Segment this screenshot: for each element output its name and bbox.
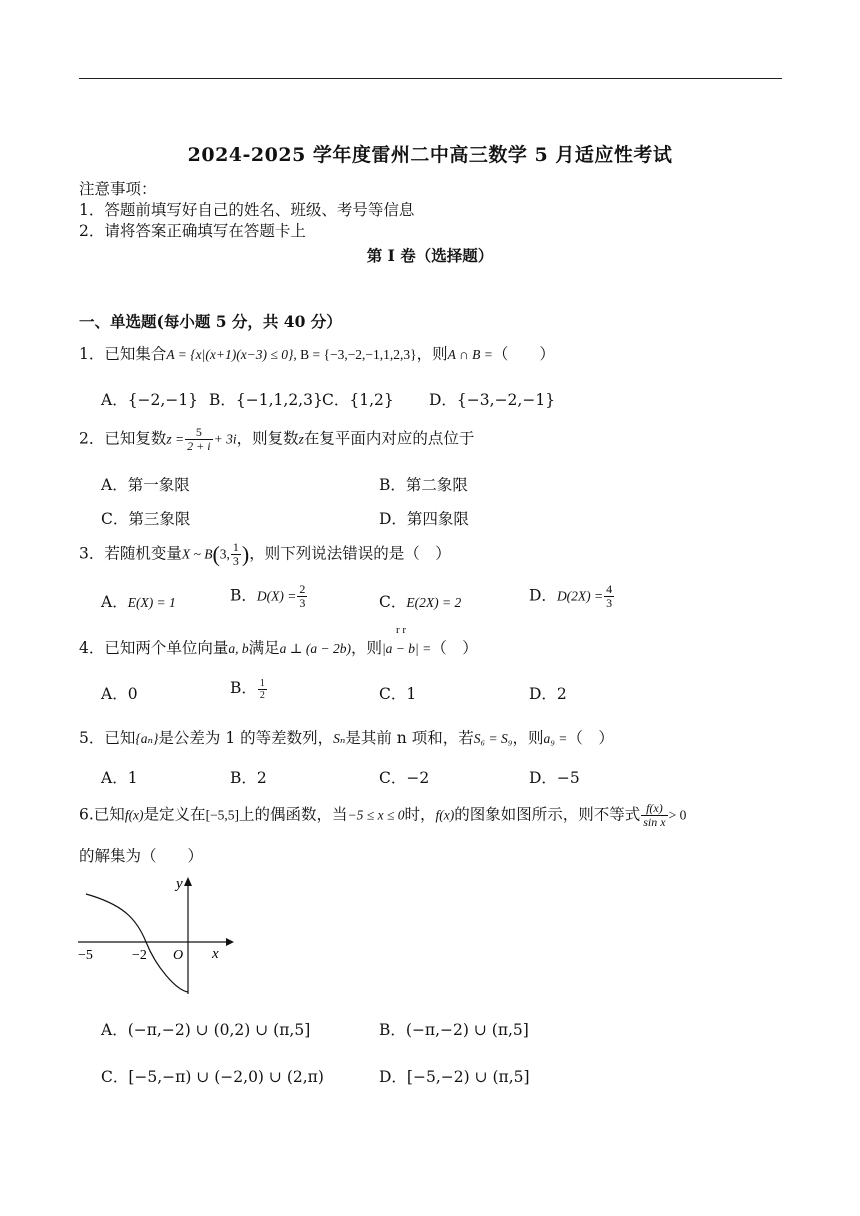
graph-x-label: x <box>212 946 219 962</box>
q6-text-4: 时， <box>404 805 436 824</box>
question-1 <box>79 342 555 364</box>
q3-option-c-label: C． <box>379 593 407 611</box>
q3-text: 若随机变量 <box>104 544 182 563</box>
q1-option-a: A．{−2,−1} <box>101 391 199 409</box>
question-3 <box>79 541 451 568</box>
q6-frac-den: sin x <box>643 815 666 829</box>
q6-text-5: 的图象如图所示，则不等式 <box>454 805 641 824</box>
q4-text-2: 满足 <box>248 639 280 657</box>
q3-option-c-expr: E(2X) = 2 <box>406 595 462 610</box>
q6-text: 已知 <box>93 805 125 824</box>
q3-option-b-num: 2 <box>299 582 306 596</box>
q1-option-c: C．{1,2} <box>322 391 394 409</box>
q3-arg: 3, <box>219 546 230 562</box>
q2-text: 已知复数 <box>104 429 167 448</box>
q4-option-d: D．2 <box>529 685 567 703</box>
notice-item-2: 2．请将答案正确填写在答题卡上 <box>79 222 306 240</box>
q4-text-3: ，则 <box>350 639 382 657</box>
q5-text-4: ，则 <box>512 729 544 747</box>
q4-option-b-label: B． <box>230 679 257 697</box>
q2-tail: + 3i <box>213 431 237 447</box>
q3-number: 3． <box>79 544 105 563</box>
q3-option-a <box>101 590 176 612</box>
q5-option-c: C．−2 <box>379 769 430 787</box>
q1-option-b: B．{−1,1,2,3} <box>209 391 323 409</box>
q6-number: 6. <box>79 805 94 824</box>
q3-lparen: ( <box>212 541 220 567</box>
q3-option-d <box>529 583 615 610</box>
q2-frac-den: 2 + i <box>187 439 211 453</box>
q5-option-d: D．−5 <box>529 769 580 787</box>
q1-number: 1． <box>79 345 105 363</box>
q2-option-b: B．第二象限 <box>379 476 468 494</box>
q3-option-d-label: D． <box>529 586 557 605</box>
q2-text-3: 在复平面内对应的点位于 <box>303 429 475 448</box>
q1-text: 已知集合 <box>104 345 167 363</box>
question-6 <box>79 802 686 829</box>
q4-option-b <box>230 676 268 701</box>
q6-option-a: A．(−π,−2) ∪ (0,2) ∪ (π,5] <box>101 1021 311 1039</box>
graph-tick-minus-5: −5 <box>78 948 93 963</box>
q3-option-b-den: 3 <box>299 596 306 610</box>
q6-graph <box>76 872 236 1002</box>
q5-text-2: 是公差为 1 的等差数列， <box>158 729 334 747</box>
q3-option-a-expr: E(X) = 1 <box>127 595 176 610</box>
graph-tick-minus-2: −2 <box>132 948 147 963</box>
q1-paren: （ ） <box>492 345 555 363</box>
q5-text-3: 是其前 n 项和，若 <box>345 729 474 747</box>
y-axis-arrow-icon <box>184 877 192 886</box>
q3-option-c <box>379 590 461 612</box>
q4-option-a: A．0 <box>101 685 138 703</box>
exam-title: 2024-2025 学年度雷州二中高三数学 5 月适应性考试 <box>187 144 673 166</box>
q6-condition: −5 ≤ x ≤ 0 <box>347 807 405 823</box>
notice-item-1: 1．答题前填写好自己的姓名、班级、考号等信息 <box>79 201 415 219</box>
q3-option-b-fraction <box>297 583 307 610</box>
q6-fraction <box>641 802 667 829</box>
q3-option-b-expr: D(X) = <box>256 588 297 604</box>
q5-a9: a₉ = <box>543 731 568 746</box>
graph-y-label: y <box>176 876 183 892</box>
q6-option-c: C．[−5,−π) ∪ (−2,0) ∪ (2,π) <box>101 1068 324 1086</box>
question-4 <box>79 636 478 658</box>
q6-interval: [−5,5] <box>205 807 240 823</box>
q3-dist: X ~ B <box>181 546 213 562</box>
q3-option-a-label: A． <box>101 593 128 611</box>
q2-number: 2． <box>79 429 105 448</box>
q2-option-c: C．第三象限 <box>101 510 191 528</box>
q1-option-d: D．{−3,−2,−1} <box>429 391 556 409</box>
question-2 <box>79 426 474 453</box>
q5-text: 已知 <box>104 729 136 747</box>
notice-heading: 注意事项： <box>79 180 157 198</box>
volume-title: 第 I 卷（选择题） <box>366 246 494 265</box>
q5-number: 5． <box>79 729 105 747</box>
q4-vector-marks: r r <box>396 624 407 636</box>
q2-option-a: A．第一象限 <box>101 476 190 494</box>
q6-option-b: B．(−π,−2) ∪ (π,5] <box>379 1021 529 1039</box>
q3-frac-den: 3 <box>232 554 239 568</box>
q2-frac-num: 5 <box>185 426 212 440</box>
q1-set-a: A = {x|(x+1)(x−3) ≤ 0} <box>166 347 294 362</box>
q2-z-eq: z = <box>166 431 185 447</box>
q3-option-d-expr: D(2X) = <box>556 588 604 604</box>
q2-option-d: D．第四象限 <box>379 510 469 528</box>
q6-option-d: D．[−5,−2) ∪ (π,5] <box>379 1068 530 1086</box>
q4-option-b-den: 2 <box>259 689 265 701</box>
q6-gt: > 0 <box>668 807 687 823</box>
q3-rparen: ) <box>241 541 250 567</box>
q4-number: 4． <box>79 639 105 657</box>
q4-condition: a ⊥ (a − 2b) <box>279 641 351 656</box>
q3-option-b <box>230 583 308 610</box>
q5-sn: Sₙ <box>333 731 346 746</box>
q3-option-d-fraction <box>604 583 614 610</box>
question-5 <box>79 726 614 748</box>
graph-origin-label: O <box>173 948 184 963</box>
q4-vectors: a, b <box>228 641 249 656</box>
top-rule <box>79 78 782 79</box>
q6-fx: f(x) <box>124 807 144 823</box>
x-axis-arrow-icon <box>226 938 234 946</box>
q1-set-b: , B = {−3,−2,−1,1,2,3} <box>293 347 417 362</box>
q5-option-b: B．2 <box>230 769 267 787</box>
q4-option-b-fraction <box>258 678 267 701</box>
q3-option-d-den: 3 <box>606 596 613 610</box>
q6-fx-2: f(x) <box>435 807 455 823</box>
q4-option-c: C．1 <box>379 685 417 703</box>
q1-expr: A ∩ B = <box>447 347 493 362</box>
q6-line-2: 的解集为（ ） <box>79 847 204 865</box>
q2-z: z <box>298 431 304 447</box>
q4-paren: （ ） <box>431 639 478 657</box>
q4-expr: |a − b| = <box>381 641 432 656</box>
q5-option-a: A．1 <box>101 769 138 787</box>
q3-frac-num: 1 <box>232 540 239 554</box>
q6-text-2: 是定义在 <box>143 805 206 824</box>
q3-fraction <box>231 541 241 568</box>
function-curve <box>86 894 188 992</box>
section-title: 一、单选题(每小题 5 分，共 40 分） <box>79 312 342 331</box>
q6-text-3: 上的偶函数，当 <box>239 805 348 824</box>
q5-paren: （ ） <box>567 729 614 747</box>
q1-text-2: ，则 <box>416 345 448 363</box>
q2-text-2: ，则复数 <box>236 429 299 448</box>
q3-text-2: ，则下列说法错误的是（ ） <box>249 544 451 563</box>
q2-fraction <box>185 426 212 453</box>
q6-frac-num: f(x) <box>641 802 667 816</box>
q5-sequence: {aₙ} <box>135 731 159 746</box>
q5-condition: S₆ = S₉ <box>473 731 513 746</box>
q4-option-b-num: 1 <box>259 677 265 689</box>
q3-option-b-label: B． <box>230 586 257 605</box>
q3-option-d-num: 4 <box>606 582 613 596</box>
q4-text: 已知两个单位向量 <box>104 639 229 657</box>
